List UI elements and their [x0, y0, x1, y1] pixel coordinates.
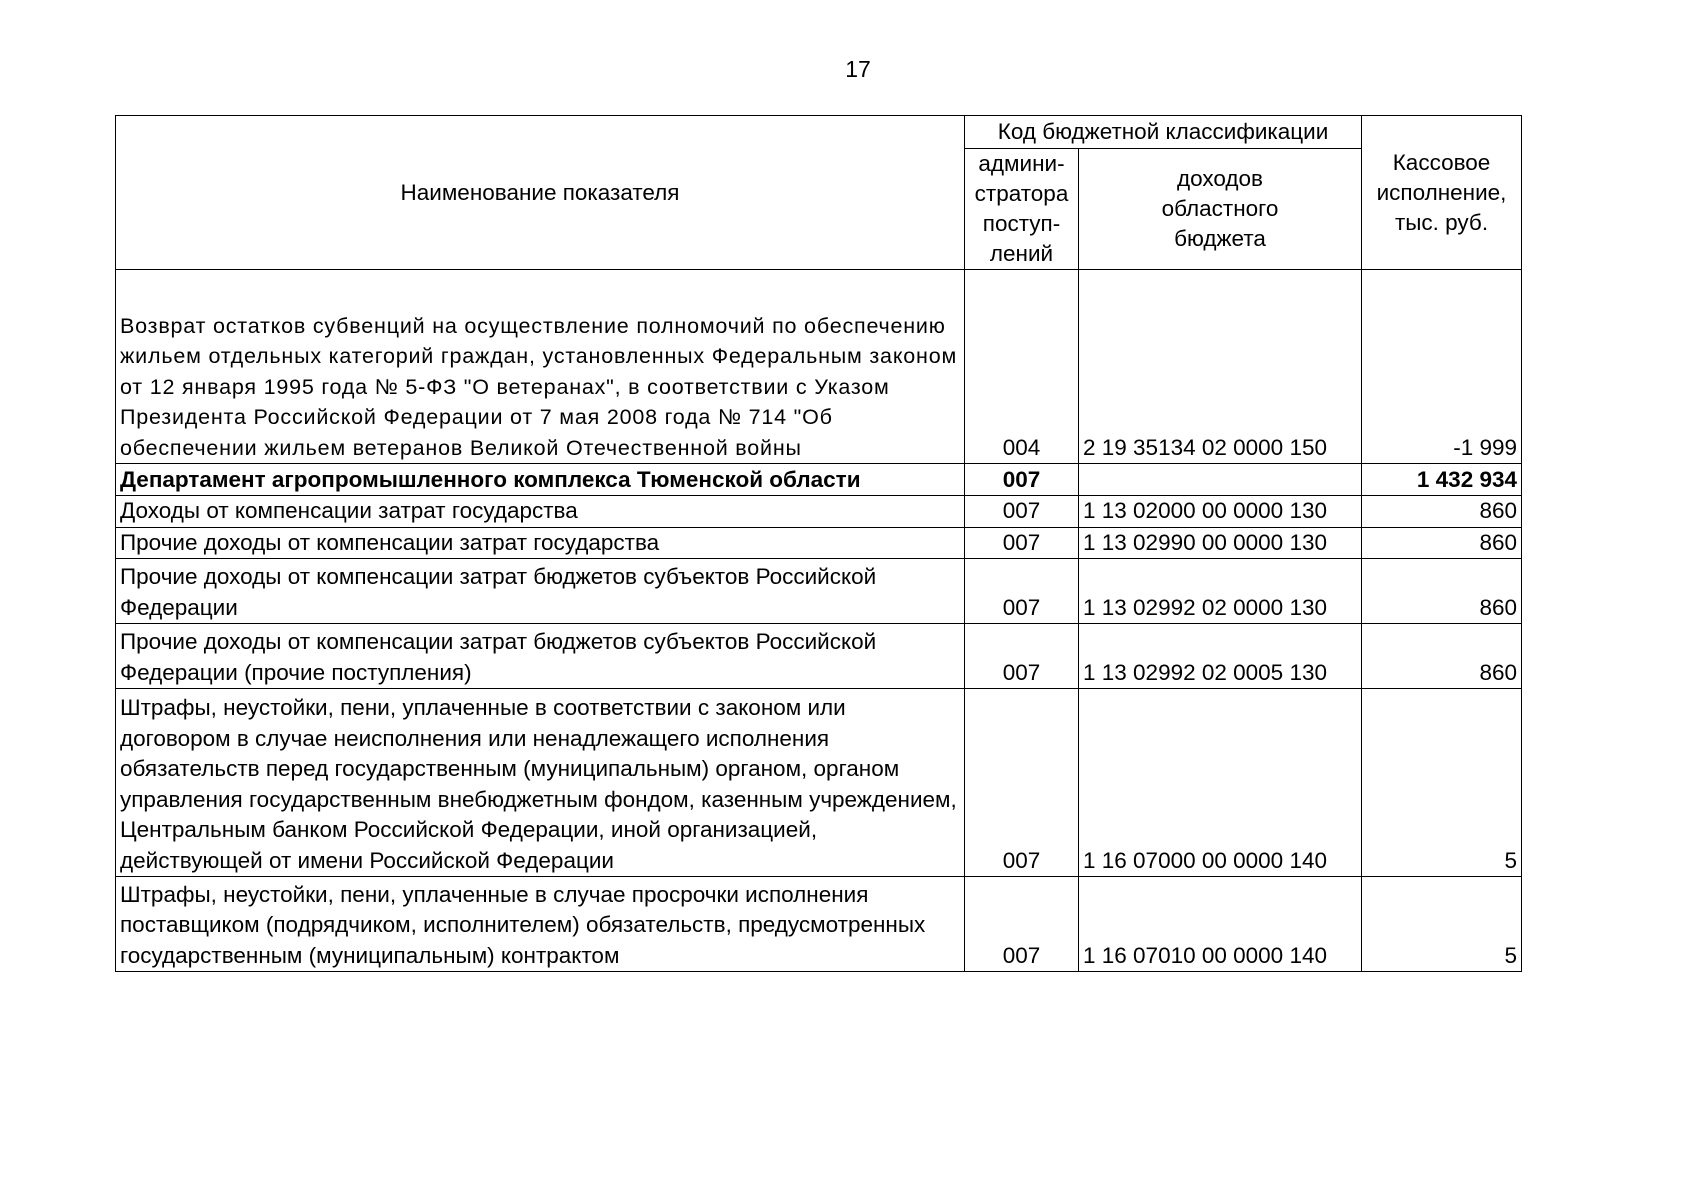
table-row	[116, 877, 1522, 972]
table-row	[116, 624, 1522, 689]
table-row	[116, 270, 1522, 464]
income-code: 1 16 07000 00 0000 140	[1079, 689, 1362, 877]
income-code: 1 13 02990 00 0000 130	[1079, 527, 1362, 559]
indicator-name: Доходы от компенсации затрат государства	[116, 496, 965, 528]
column-header-admin: админи- стратора поступ- лений	[965, 149, 1079, 270]
table-row	[116, 559, 1522, 624]
indicator-name: Прочие доходы от компенсации затрат государства	[116, 527, 965, 559]
table-row	[116, 527, 1522, 559]
column-header-income-code: доходов областного бюджета	[1079, 149, 1362, 270]
admin-code: 007	[965, 527, 1079, 559]
indicator-name: Прочие доходы от компенсации затрат бюджетов субъектов Российской Федерации	[116, 559, 965, 624]
income-code	[1079, 464, 1362, 496]
indicator-name: Возврат остатков субвенций на осуществление полномочий по обеспечению жильем отдельных категорий граждан, установленных Федеральным законом от 12 января 1995 года № 5-ФЗ "О ветеранах", в соответствии с Указом Президента Российской Федерации от 7 мая 2008 года № 714 "Об обеспечении жильем ветеранов Великой Отечественной войны	[116, 270, 965, 464]
column-header-amount: Кассовое исполнение, тыс. руб.	[1362, 116, 1522, 270]
amount: 5	[1362, 877, 1522, 972]
income-code: 2 19 35134 02 0000 150	[1079, 270, 1362, 464]
admin-code: 007	[965, 689, 1079, 877]
admin-code: 007	[965, 464, 1079, 496]
table-row	[116, 464, 1522, 496]
indicator-name: Штрафы, неустойки, пени, уплаченные в соответствии с законом или договором в случае неисполнения или ненадлежащего исполнения обязательств перед государственным (муниципальным) органом, органом управления государственным внебюджетным фондом, казенным учреждением, Центральным банком Российской Федерации, иной организацией, действующей от имени Российской Федерации	[116, 689, 965, 877]
indicator-name: Штрафы, неустойки, пени, уплаченные в случае просрочки исполнения поставщиком (подрядчиком, исполнителем) обязательств, предусмотренных государственным (муниципальным) контрактом	[116, 877, 965, 972]
amount: 860	[1362, 496, 1522, 528]
admin-code: 007	[965, 559, 1079, 624]
budget-income-table	[115, 115, 1522, 972]
indicator-name: Прочие доходы от компенсации затрат бюджетов субъектов Российской Федерации (прочие поступления)	[116, 624, 965, 689]
income-code: 1 13 02000 00 0000 130	[1079, 496, 1362, 528]
indicator-name: Департамент агропромышленного комплекса Тюменской области	[116, 464, 965, 496]
amount: 860	[1362, 527, 1522, 559]
admin-code: 007	[965, 624, 1079, 689]
admin-code: 004	[965, 270, 1079, 464]
table-row	[116, 689, 1522, 877]
income-code: 1 13 02992 02 0005 130	[1079, 624, 1362, 689]
income-code: 1 16 07010 00 0000 140	[1079, 877, 1362, 972]
page-number: 17	[845, 56, 871, 82]
amount: 5	[1362, 689, 1522, 877]
amount: -1 999	[1362, 270, 1522, 464]
admin-code: 007	[965, 496, 1079, 528]
amount: 1 432 934	[1362, 464, 1522, 496]
amount: 860	[1362, 624, 1522, 689]
column-header-name: Наименование показателя	[116, 116, 965, 270]
income-code: 1 13 02992 02 0000 130	[1079, 559, 1362, 624]
table-row	[116, 496, 1522, 528]
admin-code: 007	[965, 877, 1079, 972]
amount: 860	[1362, 559, 1522, 624]
column-header-code-group: Код бюджетной классификации	[965, 116, 1362, 149]
